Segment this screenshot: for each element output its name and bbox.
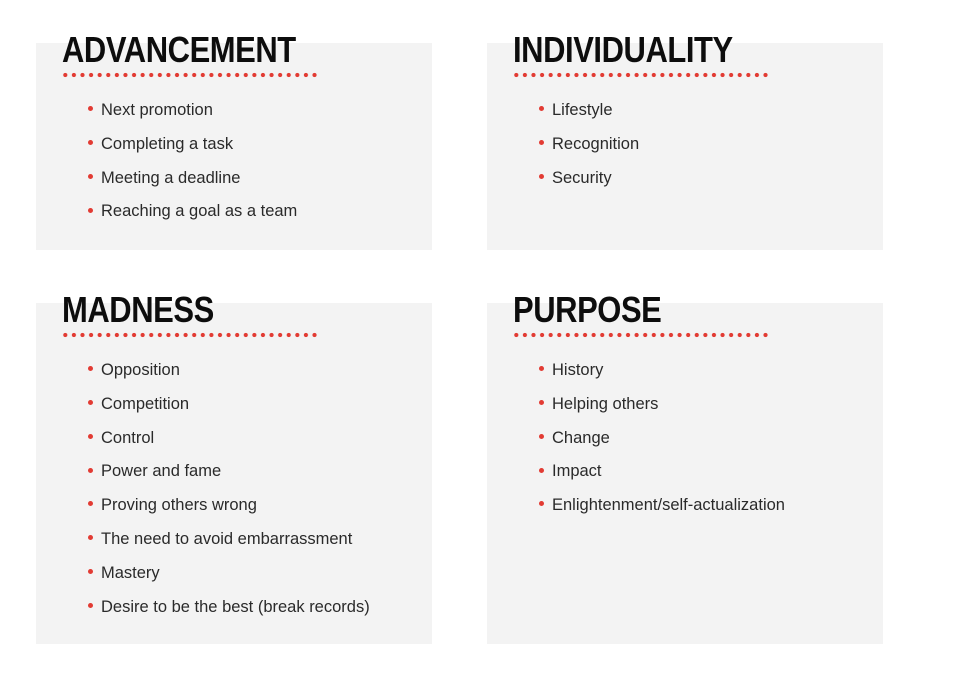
bullet-list bbox=[539, 357, 785, 526]
card-title: MADNESS bbox=[62, 289, 214, 330]
list-item: Helping others bbox=[539, 391, 785, 425]
dotted-divider bbox=[61, 332, 319, 338]
list-item: Lifestyle bbox=[539, 97, 639, 131]
list-item: Impact bbox=[539, 458, 785, 492]
bullet-icon bbox=[88, 208, 93, 213]
bullet-icon bbox=[88, 434, 93, 439]
bullet-icon bbox=[88, 501, 93, 506]
card-title: INDIVIDUALITY bbox=[513, 29, 733, 70]
bullet-icon bbox=[88, 400, 93, 405]
card-madness bbox=[36, 289, 432, 644]
list-item: History bbox=[539, 357, 785, 391]
dotted-divider bbox=[512, 332, 770, 338]
list-item: Recognition bbox=[539, 131, 639, 165]
bullet-icon bbox=[539, 174, 544, 179]
card-advancement bbox=[36, 29, 432, 250]
bullet-icon bbox=[539, 468, 544, 473]
list-item: Power and fame bbox=[88, 458, 370, 492]
list-item: Enlightenment/self-actualization bbox=[539, 492, 785, 526]
dotted-divider bbox=[61, 72, 319, 78]
bullet-icon bbox=[539, 366, 544, 371]
list-item: Change bbox=[539, 425, 785, 459]
list-item: Opposition bbox=[88, 357, 370, 391]
bullet-icon bbox=[539, 140, 544, 145]
list-item: Security bbox=[539, 165, 639, 199]
bullet-icon bbox=[88, 140, 93, 145]
bullet-icon bbox=[539, 106, 544, 111]
list-item: Control bbox=[88, 425, 370, 459]
bullet-list bbox=[539, 97, 639, 198]
bullet-icon bbox=[88, 535, 93, 540]
bullet-icon bbox=[539, 501, 544, 506]
list-item: Completing a task bbox=[88, 131, 297, 165]
list-item: Reaching a goal as a team bbox=[88, 198, 297, 232]
bullet-icon bbox=[88, 468, 93, 473]
bullet-icon bbox=[88, 569, 93, 574]
bullet-list bbox=[88, 97, 297, 232]
bullet-icon bbox=[88, 603, 93, 608]
dotted-divider bbox=[512, 72, 770, 78]
card-title: PURPOSE bbox=[513, 289, 662, 330]
bullet-list bbox=[88, 357, 370, 627]
list-item: Meeting a deadline bbox=[88, 165, 297, 199]
list-item: Competition bbox=[88, 391, 370, 425]
list-item: The need to avoid embarrassment bbox=[88, 526, 370, 560]
bullet-icon bbox=[88, 366, 93, 371]
list-item: Proving others wrong bbox=[88, 492, 370, 526]
bullet-icon bbox=[88, 174, 93, 179]
list-item: Desire to be the best (break records) bbox=[88, 594, 370, 628]
bullet-icon bbox=[539, 400, 544, 405]
bullet-icon bbox=[539, 434, 544, 439]
card-purpose bbox=[487, 289, 883, 644]
card-individuality bbox=[487, 29, 883, 250]
card-title: ADVANCEMENT bbox=[62, 29, 296, 70]
list-item: Next promotion bbox=[88, 97, 297, 131]
list-item: Mastery bbox=[88, 560, 370, 594]
bullet-icon bbox=[88, 106, 93, 111]
